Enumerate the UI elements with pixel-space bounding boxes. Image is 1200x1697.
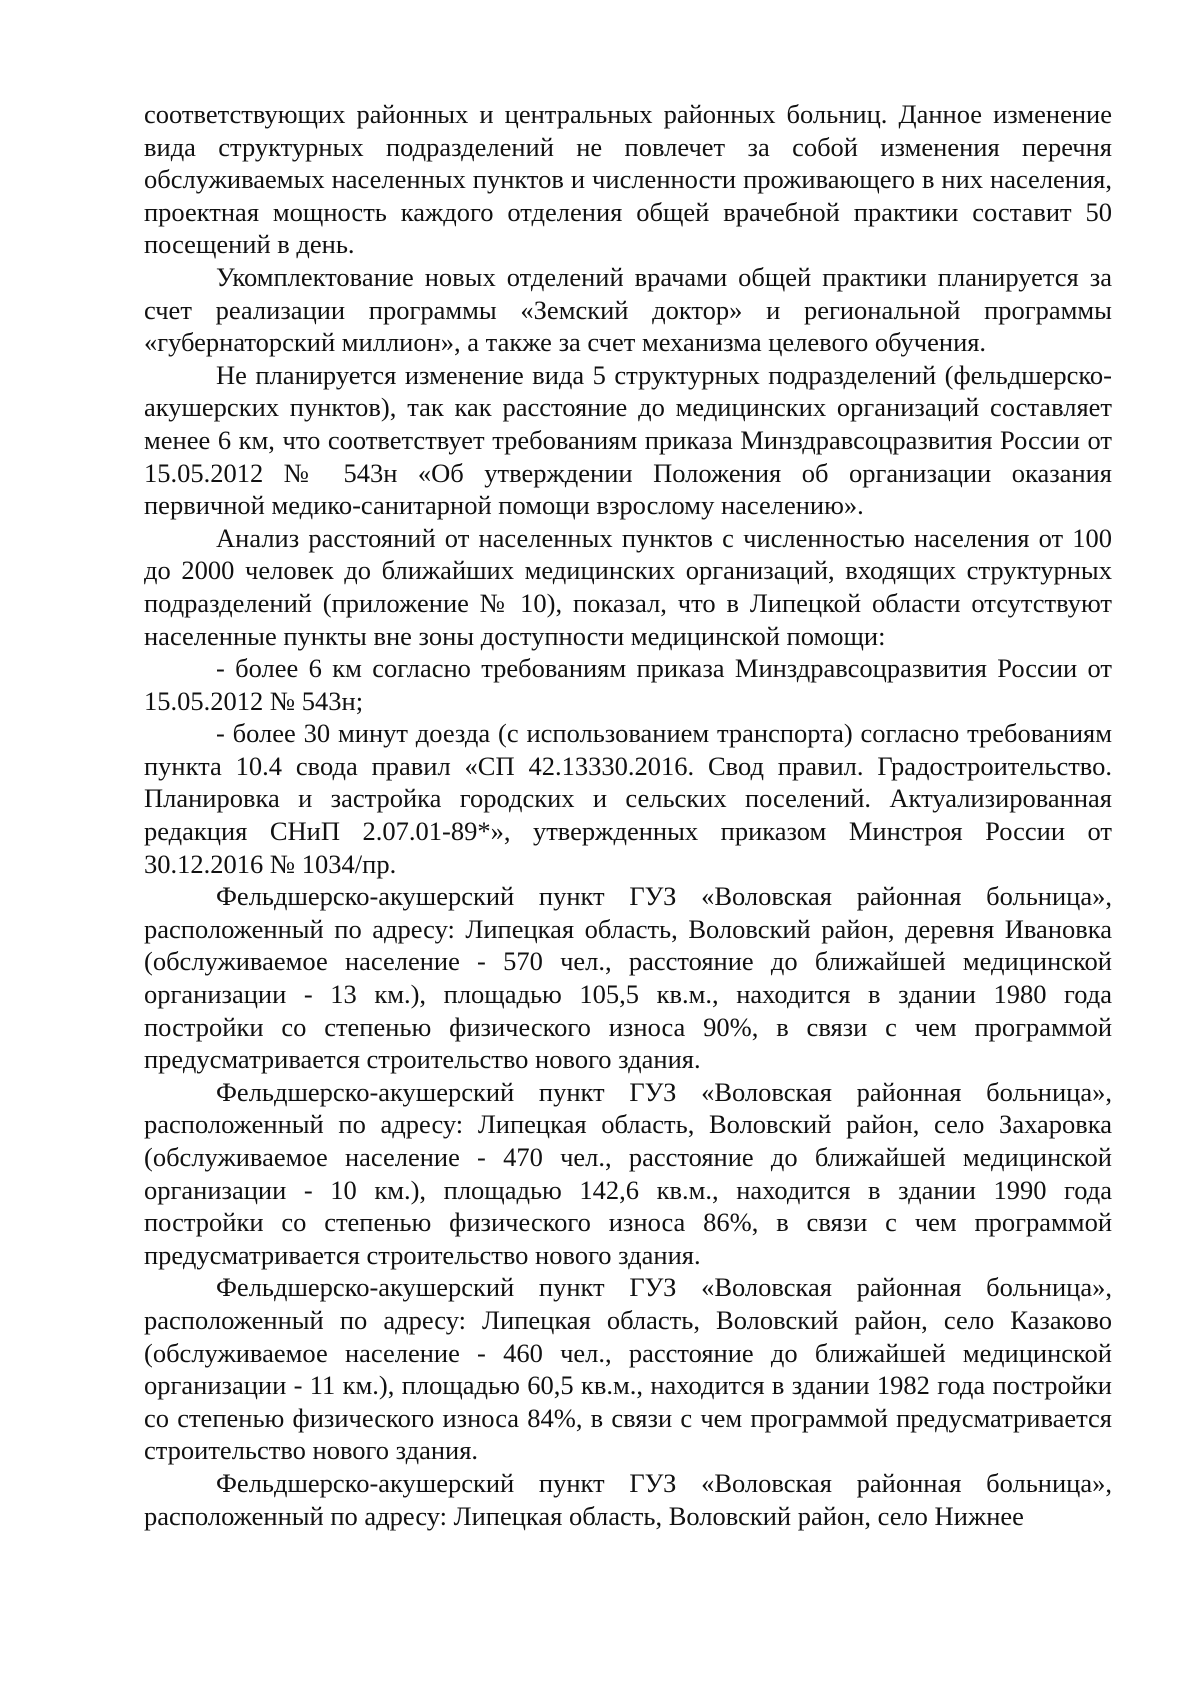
paragraph-distance-analysis: Анализ расстояний от населенных пунктов с численностью населения от 100 до 2000 человек до ближайших медицинских организаций, входящих структурных подразделений (приложение № 10), показал, что в Липецкой области отсутствуют населенные пункты вне зоны доступности медицинской помощи: [144, 522, 1112, 651]
list-item-travel-time: - более 30 минут доезда (с использованием транспорта) согласно требованиям пункта 10.4 свода правил «СП 42.13330.2016. Свод правил. Градостроительство. Планировка и застройка городских и сельских поселений. Актуализированная редакция СНиП 2.07.01-89*», утвержденных приказом Минстроя России от 30.12.2016 № 1034/пр. [144, 718, 1112, 879]
paragraph-fap-ivanovka: Фельдшерско-акушерский пункт ГУЗ «Воловская районная больница», расположенный по адресу: Липецкая область, Воловский район, деревня Ивановка (обслуживаемое население - 570 чел., расстояние до ближайшей медицинской организации - 13 км.), площадью 105,5 кв.м., находится в здании 1980 года постройки со степенью физического износа 90%, в связи с чем программой предусматривается строительство нового здания. [144, 881, 1112, 1075]
paragraph-no-change: Не планируется изменение вида 5 структурных подразделений (фельдшерско-акушерских пунктов), так как расстояние до медицинских организаций составляет менее 6 км, что соответствует требованиям приказа Минздравсоцразвития России от 15.05.2012 № 543н «Об утверждении Положения об организации оказания первичной медико-санитарной помощи взрослому населению». [144, 359, 1112, 521]
paragraph-staffing: Укомплектование новых отделений врачами общей практики планируется за счет реализации программы «Земский доктор» и региональной программы «губернаторский миллион», а также за счет механизма целевого обучения. [144, 261, 1112, 358]
paragraph-fap-kazakovo: Фельдшерско-акушерский пункт ГУЗ «Воловская районная больница», расположенный по адресу: Липецкая область, Воловский район, село Казаково (обслуживаемое население - 460 чел., расстояние до ближайшей медицинской организации - 11 км.), площадью 60,5 кв.м., находится в здании 1982 года постройки со степенью физического износа 84%, в связи с чем программой предусматривается строительство нового здания. [144, 1272, 1112, 1466]
paragraph-fap-nizhnee: Фельдшерско-акушерский пункт ГУЗ «Воловская районная больница», расположенный по адресу: Липецкая область, Воловский район, село Нижнее [144, 1467, 1112, 1531]
document-body [144, 98, 1112, 1532]
paragraph-fap-zakharovka: Фельдшерско-акушерский пункт ГУЗ «Воловская районная больница», расположенный по адресу: Липецкая область, Воловский район, село Захаровка (обслуживаемое население - 470 чел., расстояние до ближайшей медицинской организации - 10 км.), площадью 142,6 кв.м., находится в здании 1990 года постройки со степенью физического износа 86%, в связи с чем программой предусматривается строительство нового здания. [144, 1076, 1112, 1270]
paragraph-continuation: соответствующих районных и центральных районных больниц. Данное изменение вида структурных подразделений не повлечет за собой изменения перечня обслуживаемых населенных пунктов и численности проживающего в них населения, проектная мощность каждого отделения общей врачебной практики составит 50 посещений в день. [144, 99, 1112, 260]
list-item-distance: - более 6 км согласно требованиям приказа Минздравсоцразвития России от 15.05.2012 № 543н; [144, 653, 1112, 716]
